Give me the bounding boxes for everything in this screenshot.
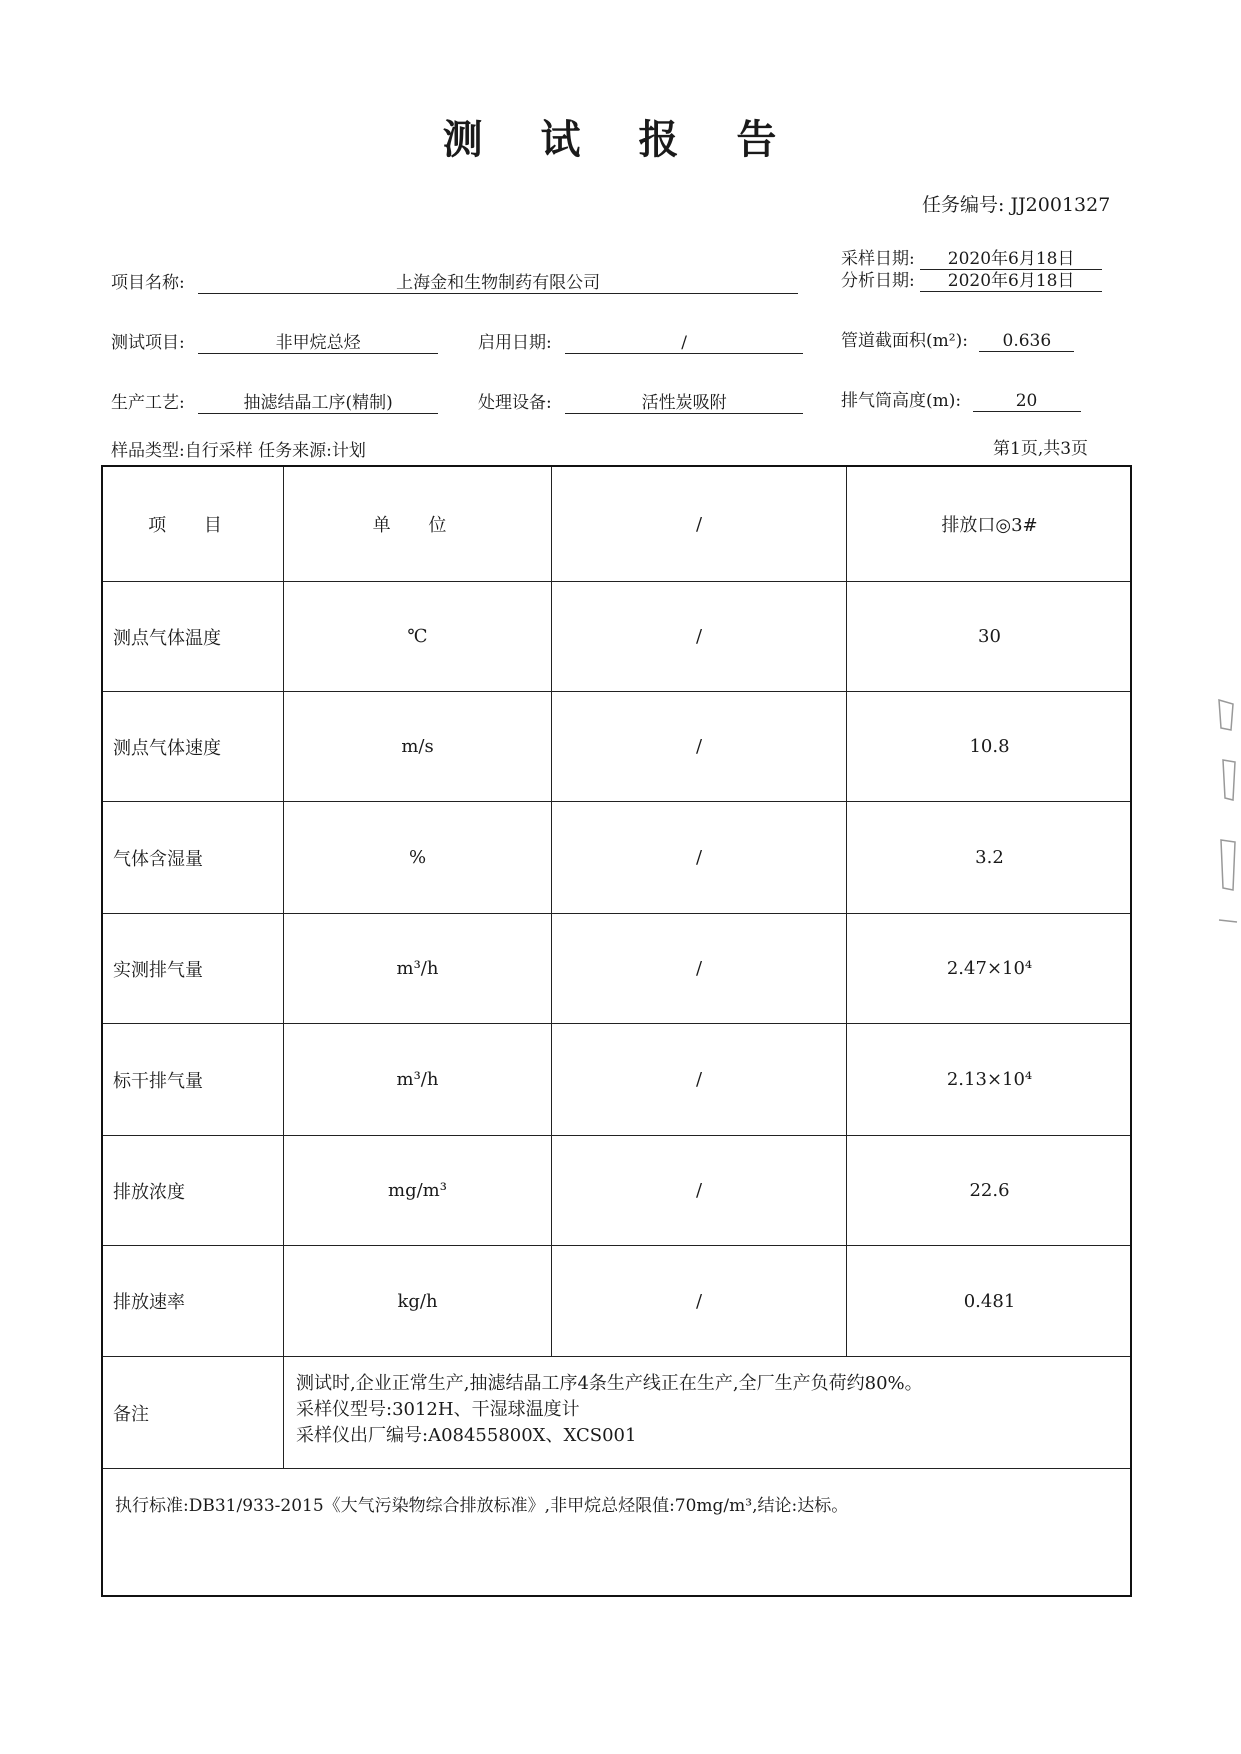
table-row: [103, 1246, 1130, 1357]
table-row: [103, 914, 1130, 1024]
row-blank: /: [552, 582, 847, 691]
row-item: 测点气体温度: [103, 582, 284, 691]
row-item: 排放速率: [103, 1246, 284, 1356]
row-blank: /: [552, 1136, 847, 1245]
analysis-date-value: 2020年6月18日: [920, 271, 1102, 292]
row-value: 0.481: [963, 1290, 1016, 1312]
remark-text: [284, 1357, 1132, 1468]
start-date-label: 启用日期:: [478, 333, 552, 353]
table-row: [103, 802, 1130, 914]
row-blank: /: [552, 1246, 847, 1356]
results-table: [101, 465, 1132, 1597]
remark-row: [103, 1357, 1130, 1469]
pipe-area: [841, 326, 1074, 352]
row-unit: m³/h: [284, 1024, 552, 1135]
pipe-area-label: 管道截面积(m²):: [841, 331, 968, 351]
row-value: 10.8: [969, 736, 1010, 757]
sampling-date-value: 2020年6月18日: [920, 249, 1102, 270]
analysis-date: [841, 266, 1102, 292]
row-unit: m³/h: [284, 914, 552, 1023]
pipe-area-value: 0.636: [979, 331, 1074, 352]
sample-info: 样品类型:自行采样 任务来源:计划: [111, 441, 366, 461]
row-value: 22.6: [969, 1180, 1010, 1201]
process-label: 生产工艺:: [111, 393, 185, 413]
stack-height: [841, 386, 1081, 412]
task-number: [922, 190, 1110, 217]
table-row: [103, 582, 1130, 692]
equipment-value: 活性炭吸附: [565, 393, 803, 414]
row-item: 测点气体速度: [103, 692, 284, 801]
header-item: 项 目: [103, 467, 284, 581]
row-item: 气体含湿量: [103, 802, 284, 913]
row-unit: %: [284, 802, 552, 913]
stack-height-value: 20: [973, 391, 1081, 412]
header-blank: /: [552, 467, 847, 581]
row-unit: mg/m³: [284, 1136, 552, 1245]
equipment-label: 处理设备:: [478, 393, 552, 413]
remark-label: 备注: [103, 1357, 284, 1468]
test-item-value: 非甲烷总烃: [198, 333, 438, 354]
stack-height-label: 排气筒高度(m):: [841, 391, 962, 411]
table-row: [103, 692, 1130, 802]
row-unit: m/s: [284, 692, 552, 801]
row-value: 2.13×10⁴: [946, 1069, 1033, 1090]
project-name-label: 项目名称:: [111, 273, 185, 293]
process: [111, 388, 438, 414]
analysis-date-label: 分析日期:: [841, 271, 915, 291]
row-blank: /: [552, 802, 847, 913]
row-item: 实测排气量: [103, 914, 284, 1023]
remark-line: 采样仪型号:3012H、干湿球温度计: [296, 1399, 580, 1420]
row-unit: kg/h: [284, 1246, 552, 1356]
header-unit: 单 位: [284, 467, 552, 581]
start-date: [478, 328, 803, 354]
report-title: 测 试 报 告: [442, 117, 799, 163]
table-header-row: [103, 467, 1130, 582]
row-item: 排放浓度: [103, 1136, 284, 1245]
task-number-value: JJ2001327: [1010, 194, 1111, 216]
row-blank: /: [552, 914, 847, 1023]
row-blank: /: [552, 692, 847, 801]
scan-artifact: [1213, 690, 1241, 950]
header-outlet: 排放口◎3#: [941, 515, 1038, 536]
remark-line: 测试时,企业正常生产,抽滤结晶工序4条生产线正在生产,全厂生产负荷约80%。: [296, 1373, 923, 1394]
remark-line: 采样仪出厂编号:A08455800X、XCS001: [296, 1425, 637, 1446]
test-item-label: 测试项目:: [111, 333, 185, 353]
standard-conclusion: 执行标准:DB31/933-2015《大气污染物综合排放标准》,非甲烷总烃限值:70mg/m³,结论:达标。: [115, 1496, 849, 1516]
table-row: [103, 1136, 1130, 1246]
row-unit: ℃: [284, 582, 552, 691]
task-number-label: 任务编号:: [922, 194, 1005, 216]
project-name: [111, 268, 798, 294]
start-date-value: /: [565, 333, 803, 354]
equipment: [478, 388, 803, 414]
row-value: 3.2: [975, 847, 1004, 868]
project-name-value: 上海金和生物制药有限公司: [198, 273, 798, 294]
row-blank: /: [552, 1024, 847, 1135]
row-value: 30: [978, 626, 1001, 647]
sampling-date-label: 采样日期:: [841, 249, 915, 269]
process-value: 抽滤结晶工序(精制): [198, 393, 438, 414]
page-info: 第1页,共3页: [993, 439, 1089, 459]
row-item: 标干排气量: [103, 1024, 284, 1135]
row-value: 2.47×10⁴: [946, 958, 1033, 979]
test-item: [111, 328, 438, 354]
table-row: [103, 1024, 1130, 1136]
